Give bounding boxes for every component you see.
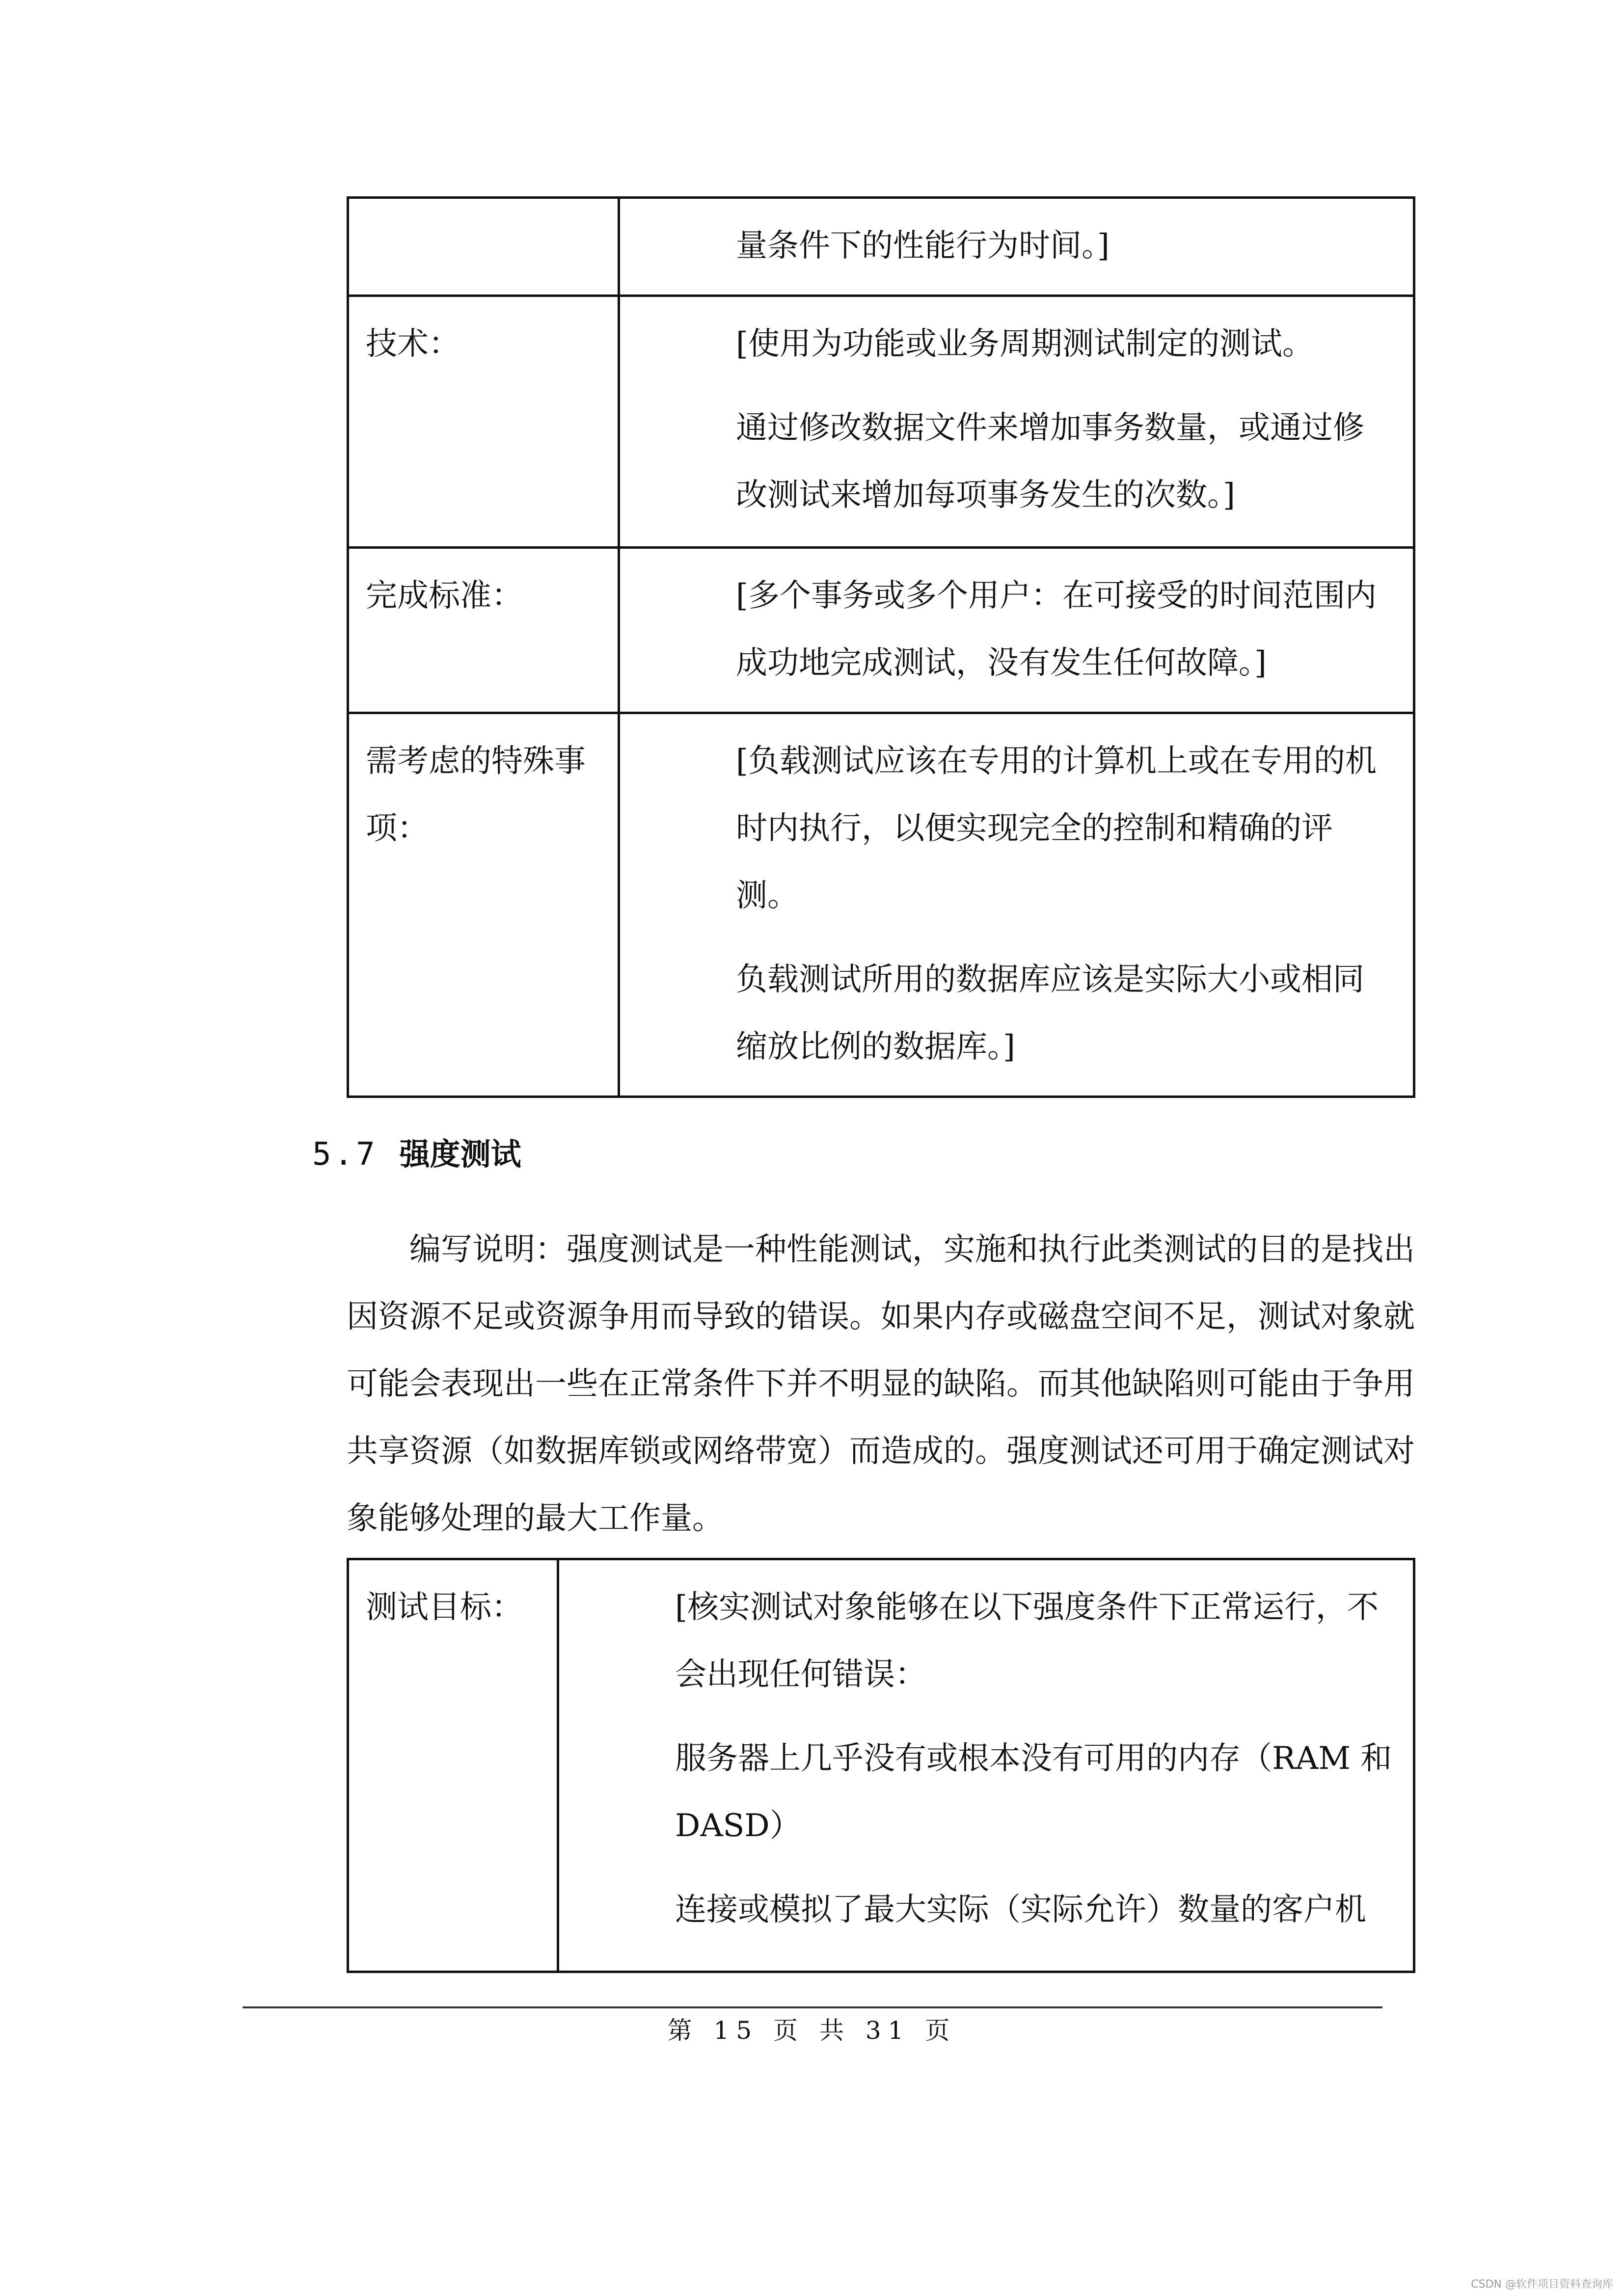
row-paragraph: 量条件下的性能行为时间。]	[736, 228, 1110, 264]
row-paragraph: 通过修改数据文件来增加事务数量，或通过修改测试来增加每项事务发生的次数。]	[736, 410, 1364, 513]
row-label: 技术：	[366, 326, 460, 362]
row-label: 需考虑的特殊事项：	[366, 743, 586, 847]
row-label-cell	[348, 198, 619, 296]
row-paragraph: 负载测试所用的数据库应该是实际大小或相同缩放比例的数据库。]	[736, 961, 1364, 1065]
row-content-cell	[619, 198, 1414, 296]
row-label: 完成标准：	[366, 578, 523, 614]
test-spec-table-stress	[347, 1558, 1415, 1973]
table-row	[348, 713, 1414, 1097]
row-paragraph: [使用为功能或业务周期测试制定的测试。	[736, 326, 1314, 362]
table-row	[348, 1559, 1414, 1972]
row-label: 测试目标：	[366, 1589, 523, 1626]
section-heading	[312, 1130, 521, 1179]
row-paragraph: [核实测试对象能够在以下强度条件下正常运行，不会出现任何错误：	[675, 1589, 1379, 1693]
table-row	[348, 296, 1414, 548]
row-content-cell	[619, 713, 1414, 1097]
row-paragraph: 连接或模拟了最大实际（实际允许）数量的客户机	[675, 1892, 1366, 1928]
row-label-cell	[348, 1559, 558, 1972]
row-paragraph: 服务器上几乎没有或根本没有可用的内存（RAM 和 DASD）	[675, 1740, 1392, 1844]
row-paragraph: [负载测试应该在专用的计算机上或在专用的机时内执行，以便实现完全的控制和精确的评测。	[736, 743, 1377, 914]
test-spec-table-load	[347, 196, 1415, 1098]
row-content-cell	[619, 296, 1414, 548]
row-paragraph: [多个事务或多个用户：在可接受的时间范围内成功地完成测试，没有发生任何故障。]	[736, 578, 1377, 681]
watermark: CSDN @软件项目资料查询库	[1471, 2278, 1613, 2291]
section-number: 5.7	[312, 1136, 378, 1173]
page-number-footer: 第 15 页 共 31 页	[667, 2016, 957, 2045]
row-content-cell	[619, 548, 1414, 713]
footer-divider	[243, 2006, 1382, 2008]
row-content-cell	[558, 1559, 1414, 1972]
row-label-cell	[348, 713, 619, 1097]
table-row	[348, 548, 1414, 713]
table-row	[348, 198, 1414, 296]
section-title: 强度测试	[399, 1136, 521, 1172]
body-paragraph: 编写说明：强度测试是一种性能测试，实施和执行此类测试的目的是找出因资源不足或资源争用而导致的错误。如果内存或磁盘空间不足，测试对象就可能会表现出一些在正常条件下并不明显的缺陷。而其他缺陷则可能由于争用共享资源（如数据库锁或网络带宽）而造成的。强度测试还可用于确定测试对象能够处理的最大工作量。	[347, 1231, 1415, 1537]
row-label-cell	[348, 296, 619, 548]
row-label-cell	[348, 548, 619, 713]
